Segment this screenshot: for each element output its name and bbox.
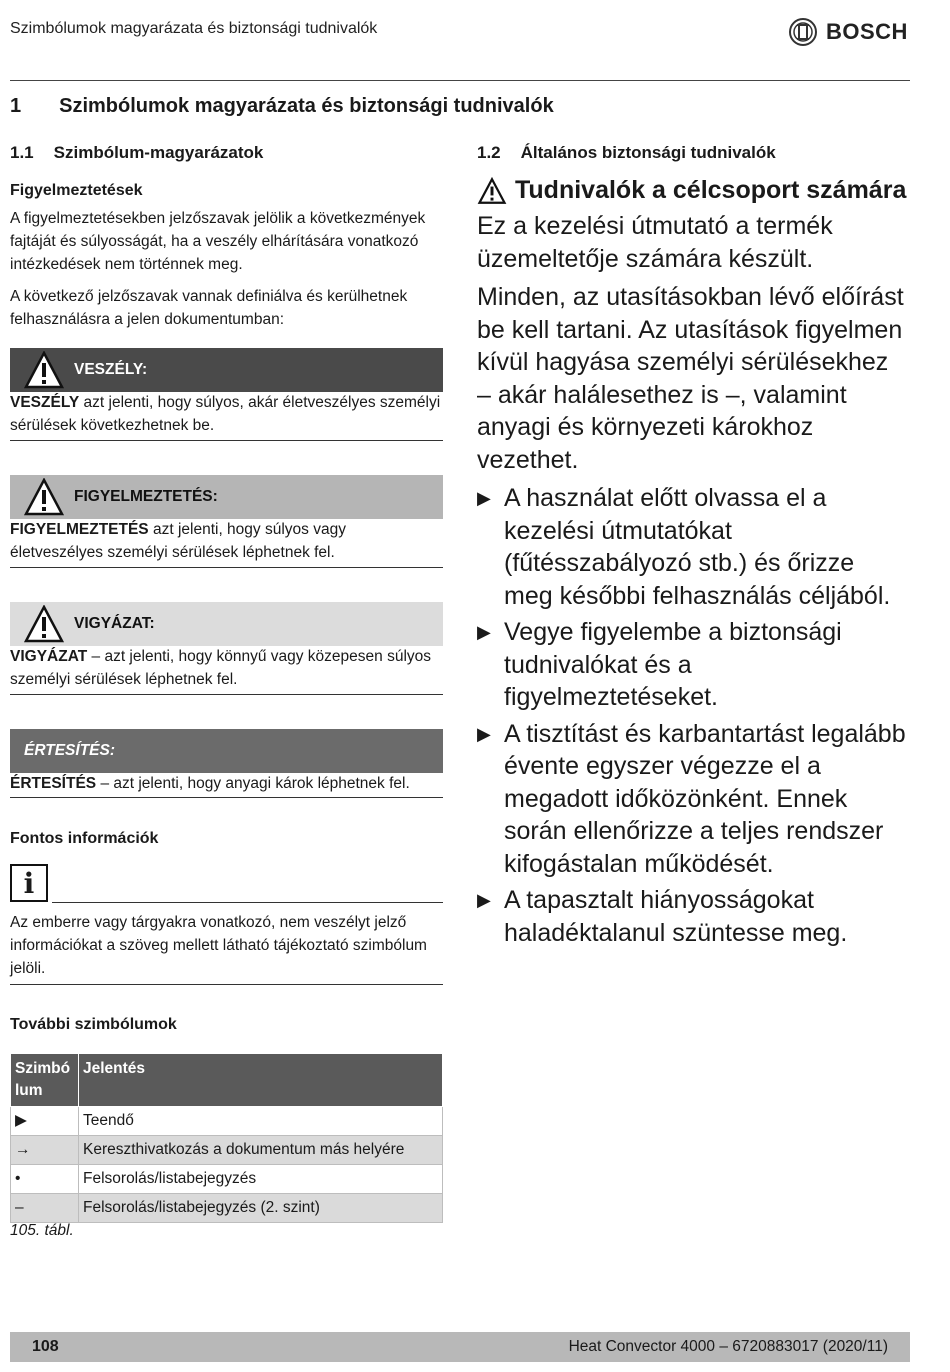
table-cell-symbol: • [11,1165,79,1194]
instruction-list [477,482,907,949]
section-1-1-heading [10,143,263,163]
target-group-paragraph-2: Minden, az utasításokban lévő előírást be kell tartani. Az utasítások figyelmen kívül hagyása személyi sérülésekhez – akár halálesethez is –, valamint anyagi és környezeti károkhoz vezethet. [477,283,904,474]
list-item [477,884,907,949]
info-divider-top [52,902,443,903]
table-header-row [11,1054,443,1107]
table-cell-symbol: → [11,1136,79,1165]
caution-bar [10,602,443,646]
table-header-meaning: Jelentés [79,1054,443,1107]
notice-bar [10,729,443,773]
table-header-symbol: Szimbó lum [11,1054,79,1107]
table-cell-symbol: – [11,1194,79,1223]
section-1-2-number: 1.2 [477,143,501,162]
target-group-paragraph-1: Ez a kezelési útmutató a termék üzemeltetője számára készült. [477,212,833,273]
table-cell-meaning: Kereszthivatkozás a dokumentum más helyére [79,1136,443,1165]
warning-divider [10,567,443,568]
list-item-text: Vegye figyelembe a biztonsági tudnivalókat és a figyelmeztetéseket. [504,618,842,711]
list-item-text: A tisztítást és karbantartást legalább évente egyszer végezze el a megadott időközönként. Ennek során ellenőrizze a teljes rendszer kifogástalan működését. [504,719,906,878]
bosch-armature-icon [788,17,818,47]
section-1-1-number: 1.1 [10,143,34,162]
section-1-heading [10,95,554,118]
table-cell-meaning: Felsorolás/listabejegyzés [79,1165,443,1194]
list-item [477,482,907,612]
warnings-intro-paragraph: A figyelmeztetésekben jelzőszavak jelölik a következmények fajtáját és súlyosságát, ha a veszély elhárítására vonatkozó intézkedések nem történnek meg. [10,210,426,273]
section-1-title: Szimbólumok magyarázata és biztonsági tudnivalók [59,95,554,117]
important-info-heading: Fontos információk [10,830,159,847]
table-cell-symbol: ▶ [11,1107,79,1136]
warning-bar [10,475,443,519]
action-arrow-icon: ▶ [477,488,491,508]
table-row [11,1194,443,1223]
section-1-2-heading [477,143,776,163]
warning-text: azt jelenti, hogy súlyos vagy életveszélyes személyi sérülések léphetnek fel. [10,521,346,561]
action-arrow-icon: ▶ [477,890,491,910]
list-item-text: A használat előtt olvassa el a kezelési útmutatókat (fűtésszabályozó stb.) és őrizze meg későbbi felhasználás céljából. [504,484,891,610]
list-item [477,616,907,714]
danger-divider [10,440,443,441]
header-divider [10,80,910,81]
notice-word: ÉRTESÍTÉS [10,775,97,792]
symbols-table [10,1053,443,1223]
warning-description [10,518,443,564]
table-row [11,1165,443,1194]
warning-word: FIGYELMEZTETÉS [10,521,149,538]
danger-label: VESZÉLY: [74,361,148,378]
warning-label: FIGYELMEZTETÉS: [74,488,218,505]
notice-description [10,772,443,795]
list-item-text: A tapasztalt hiányosságokat haladéktalanul szüntesse meg. [504,886,848,947]
caution-word: VIGYÁZAT [10,648,88,665]
table-cell-meaning: Teendő [79,1107,443,1136]
table-caption: 105. tábl. [10,1222,74,1239]
notice-text: – azt jelenti, hogy anyagi károk léphetnek fel. [96,775,410,792]
danger-text: azt jelenti, hogy súlyos, akár életveszélyes személyi sérülések következhetnek be. [10,394,441,434]
action-arrow-icon: ▶ [477,622,491,642]
document-reference: Heat Convector 4000 – 6720883017 (2020/11) [568,1338,888,1355]
right-column-body [477,210,907,949]
section-1-1-title: Szimbólum-magyarázatok [53,143,264,162]
info-icon: i [10,864,48,902]
caution-text: – azt jelenti, hogy könnyű vagy közepesen súlyos személyi sérülések léphetnek fel. [10,648,432,688]
important-info-text: Az emberre vagy tárgyakra vonatkozó, nem veszélyt jelző információkat a szöveg mellett látható tájékoztató szimbólum jelöli. [10,914,427,977]
section-1-2-title: Általános biztonsági tudnivalók [520,143,776,162]
logo-wordmark: BOSCH [826,19,908,44]
further-symbols-heading: További szimbólumok [10,1016,177,1033]
notice-divider [10,797,443,798]
table-cell-meaning: Felsorolás/listabejegyzés (2. szint) [79,1194,443,1223]
table-row [11,1107,443,1136]
list-item [477,718,907,881]
page-number: 108 [32,1338,59,1355]
bosch-logo [788,16,912,48]
notice-label: ÉRTESÍTÉS: [24,742,116,759]
warning-triangle-icon [477,177,507,205]
info-divider-bottom [10,984,443,985]
warning-triangle-icon [24,605,64,643]
warning-triangle-icon [24,478,64,516]
danger-word: VESZÉLY [10,394,80,411]
table-row [11,1136,443,1165]
action-arrow-icon: ▶ [477,723,491,744]
page-footer [10,1332,910,1362]
danger-description [10,391,443,437]
caution-label: VIGYÁZAT: [74,615,155,632]
target-group-heading [477,176,907,205]
signal-words-paragraph: A következő jelzőszavak vannak definiálva és kerülhetnek felhasználásra a jelen dokumentumban: [10,288,408,328]
warnings-heading: Figyelmeztetések [10,182,143,199]
target-group-title: Tudnivalók a célcsoport számára [515,176,907,204]
danger-bar [10,348,443,392]
caution-description [10,645,443,691]
section-1-number: 1 [10,95,22,117]
caution-divider [10,694,443,695]
warning-triangle-icon [24,351,64,389]
running-header-title: Szimbólumok magyarázata és biztonsági tudnivalók [10,20,378,37]
